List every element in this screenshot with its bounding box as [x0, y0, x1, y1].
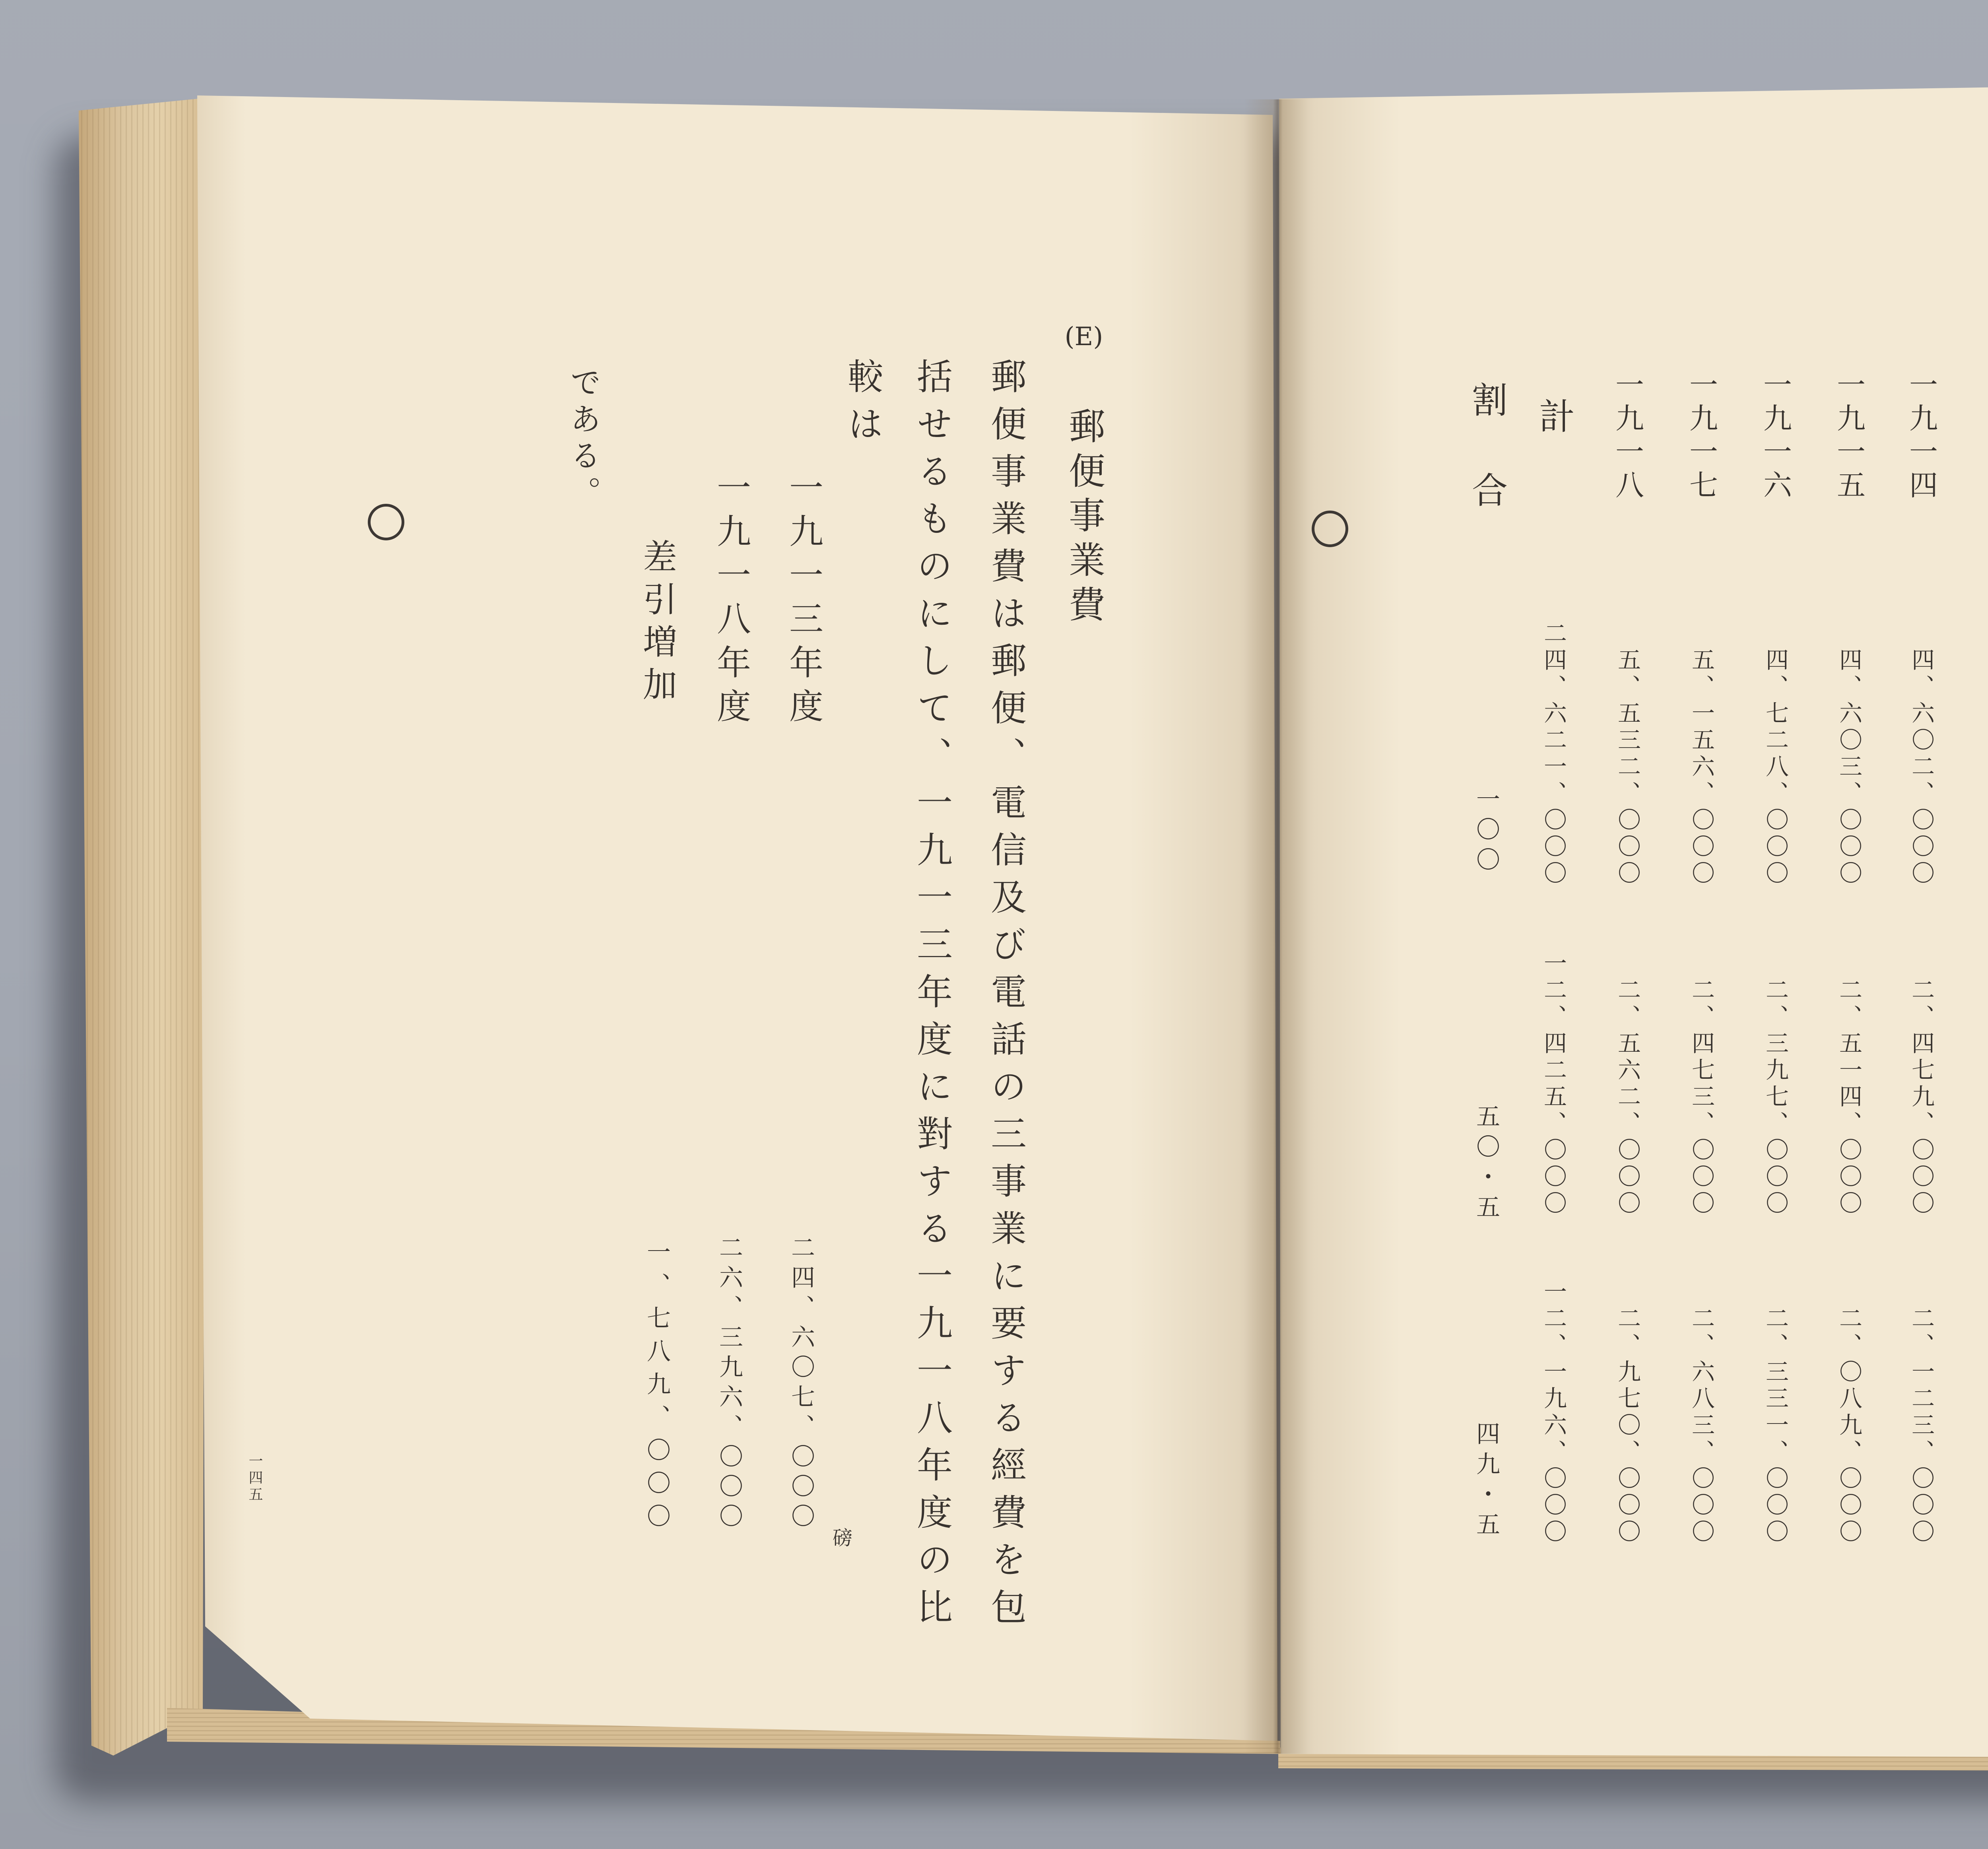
- table-cell-inland: 二、六八三、〇〇〇: [1688, 1306, 1715, 1546]
- table-cell-inland: 二、三三一、〇〇〇: [1762, 1306, 1789, 1546]
- table-cell-customs: 二、五六二、〇〇〇: [1614, 978, 1641, 1218]
- table-cell-total: 四、六〇二、〇〇〇: [1908, 648, 1935, 888]
- table-cell-total: 五、五三二、〇〇〇: [1614, 648, 1641, 888]
- section-label: (E): [1064, 322, 1103, 352]
- table-sum-label: 計: [1533, 398, 1574, 433]
- table-cell-total: 一〇〇: [1472, 787, 1500, 877]
- table-cell-total: 四、七二八、〇〇〇: [1762, 648, 1789, 888]
- gutter-shadow: [1244, 99, 1308, 1754]
- table-year: 一九一六: [1759, 370, 1792, 503]
- binding-circle-mark: [368, 504, 404, 540]
- table-cell-total: 四、六〇三、〇〇〇: [1835, 648, 1862, 888]
- comparison-label: 一九一八年度: [711, 470, 751, 732]
- table-cell-inland: 二、〇八九、〇〇〇: [1835, 1306, 1862, 1546]
- table-column-1916: [1755, 0, 1795, 1849]
- body-text-line: 括せるものにして、一九一三年度に對する一九一八年度の比: [911, 358, 952, 1635]
- table-year: 一九一八: [1611, 370, 1644, 503]
- table-year: 一九一七: [1685, 370, 1718, 503]
- table-cell-total: 五、一五六、〇〇〇: [1688, 648, 1715, 888]
- table-cell-customs: 二、四七九、〇〇〇: [1908, 978, 1935, 1218]
- comparison-value: 一、七八九、〇〇〇: [643, 1239, 671, 1536]
- table-column-1915: [1829, 0, 1869, 1849]
- body-text-line: 郵便事業費は郵便、電信及び電話の三事業に要する經費を包: [984, 358, 1026, 1635]
- table-cell-customs: 五〇・五: [1472, 1104, 1500, 1225]
- table-cell-inland: 四九・五: [1472, 1421, 1500, 1542]
- table-cell-inland: 一二、一九六、〇〇〇: [1540, 1280, 1567, 1546]
- section-heading: 郵便事業費: [1063, 407, 1105, 630]
- table-cell-inland: 二、九七〇、〇〇〇: [1614, 1306, 1641, 1546]
- table-column-sum: [1534, 0, 1573, 1849]
- closing-text: である。: [565, 366, 601, 513]
- comparison-unit: 磅: [829, 1527, 852, 1547]
- table-year: 一九一四: [1905, 370, 1938, 503]
- binding-circle-mark: [1312, 511, 1348, 547]
- table-column-1917: [1681, 0, 1721, 1849]
- table-column-ratio: [1466, 0, 1506, 1849]
- table-cell-customs: 二、三九七、〇〇〇: [1762, 978, 1789, 1218]
- table-cell-customs: 二、四七三、〇〇〇: [1688, 978, 1715, 1218]
- table-cell-inland: 二、一二三、〇〇〇: [1908, 1306, 1935, 1546]
- comparison-label: 差引増加: [637, 539, 677, 709]
- table-cell-customs: 二、五一四、〇〇〇: [1835, 978, 1862, 1218]
- page-number: 一四五: [247, 1453, 263, 1503]
- body-text-line: 較は: [841, 358, 883, 453]
- table-cell-customs: 一二、四二五、〇〇〇: [1540, 951, 1567, 1218]
- comparison-value: 二六、三九六、〇〇〇: [715, 1235, 743, 1533]
- table-column-1918: [1607, 0, 1647, 1849]
- table-cell-total: 二四、六二一、〇〇〇: [1540, 621, 1567, 888]
- table-column-1914: [1901, 0, 1941, 1849]
- comparison-value: 二四、六〇七、〇〇〇: [787, 1235, 815, 1533]
- table-ratio-label: 割合: [1466, 381, 1507, 562]
- table-year: 一九一五: [1832, 370, 1866, 503]
- comparison-label: 一九一三年度: [783, 470, 823, 732]
- left-page-edges: [76, 95, 211, 1758]
